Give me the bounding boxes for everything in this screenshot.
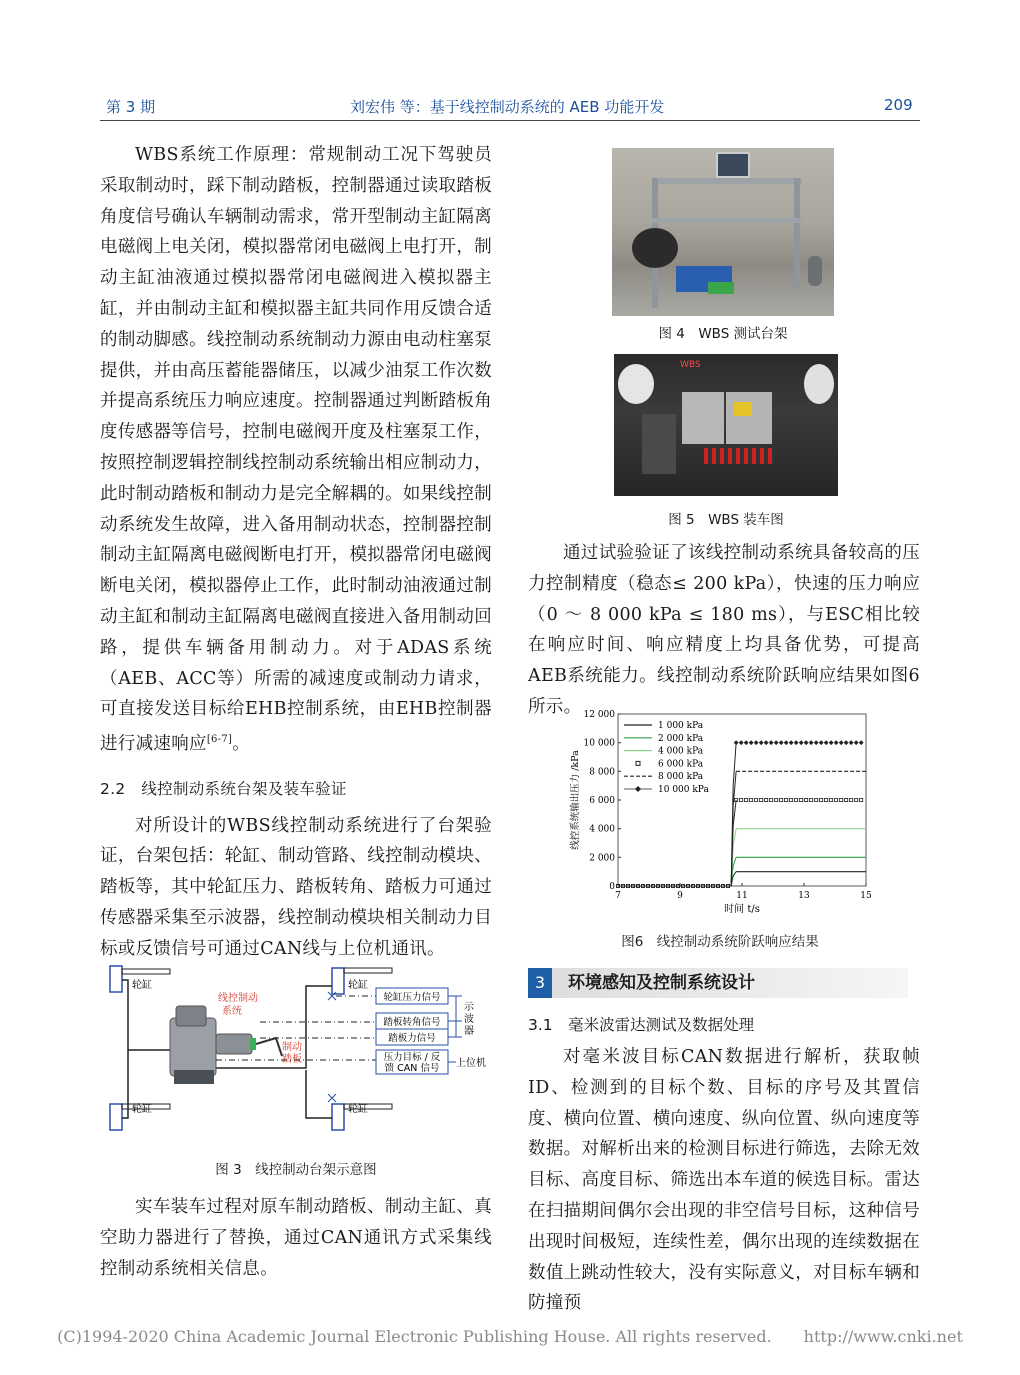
series-marker bbox=[834, 740, 839, 745]
legend-label: 10 000 kPa bbox=[658, 785, 709, 795]
x-tick-label: 11 bbox=[736, 891, 748, 901]
figure-4-photo bbox=[612, 148, 834, 316]
module-label-line2: 系统 bbox=[222, 1006, 242, 1017]
series-marker bbox=[820, 798, 823, 801]
series-marker bbox=[784, 740, 789, 745]
figure-4-caption: 图 4 WBS 测试台架 bbox=[658, 326, 788, 342]
series-marker bbox=[835, 798, 838, 801]
left-column-bottom bbox=[100, 1192, 492, 1284]
series-marker bbox=[850, 798, 853, 801]
series-6000 bbox=[616, 798, 862, 887]
paragraph-radar-processing: 对毫米波目标CAN数据进行解析，获取帧ID、检测到的目标个数、目标的序号及其置信度、横向位置、横向速度、纵向位置、纵向速度等数据。对解析出来的检测目标进行筛选，去除无效目标、高度目标、筛选出本车道的候选目标。雷达在扫描期间偶尔会出现的非空信号目标，这种信号出现时间极短，连续性差，偶尔出现的连续数据在数值上跳动性较大，没有实际意义，对目标车辆和防撞预 bbox=[528, 1047, 920, 1314]
series-marker bbox=[774, 740, 779, 745]
chart-axes bbox=[584, 710, 872, 901]
oscilloscope bbox=[716, 152, 750, 178]
wheel-label-rl: 轮缸 bbox=[132, 1104, 152, 1115]
series-marker bbox=[830, 798, 833, 801]
series-marker bbox=[859, 740, 864, 745]
series-marker bbox=[825, 798, 828, 801]
series-marker bbox=[814, 740, 819, 745]
signal-box-3-label: 踏板力信号 bbox=[388, 1033, 436, 1044]
test-bench-frame bbox=[652, 178, 802, 184]
signal-box-4-label-line1: 压力目标 / 反 bbox=[383, 1052, 441, 1063]
legend-swatch bbox=[635, 786, 641, 792]
series-marker bbox=[739, 740, 744, 745]
y-tick-label: 2 000 bbox=[589, 853, 615, 864]
x-tick-label: 15 bbox=[860, 891, 872, 901]
host-label: 上位机 bbox=[456, 1058, 486, 1069]
figure-5-photo bbox=[614, 354, 838, 496]
figure-6-caption: 图6 线控制动系统阶跃响应结果 bbox=[621, 934, 819, 950]
series-marker bbox=[759, 740, 764, 745]
series-marker bbox=[849, 740, 854, 745]
y-tick-label: 10 000 bbox=[583, 738, 615, 749]
series-marker bbox=[770, 798, 773, 801]
series-marker bbox=[755, 798, 758, 801]
series-marker bbox=[744, 740, 749, 745]
series-marker bbox=[860, 798, 863, 801]
brake-disc bbox=[632, 228, 678, 268]
y-tick-label: 4 000 bbox=[589, 824, 615, 835]
section-3-title: 环境感知及控制系统设计 bbox=[568, 973, 755, 993]
series-marker bbox=[790, 798, 793, 801]
section-3-1-heading: 3.1 毫米波雷达测试及数据处理 bbox=[528, 1016, 755, 1034]
series-marker bbox=[815, 798, 818, 801]
warning-label bbox=[734, 402, 752, 416]
series-marker bbox=[824, 740, 829, 745]
paragraph-test-results: 通过试验验证了该线控制动系统具备较高的压力控制精度（稳态≤ 200 kPa），快速的压力响应（0 ～ 8 000 kPa ≤ 180 ms），与ESC相比较在响应时间、响应精度上均具备优势，可提高AEB系统能力。线控制动系统阶跃响应结果如图6所示。 bbox=[528, 543, 920, 717]
legend-label: 4 000 kPa bbox=[658, 746, 704, 757]
paragraph-bench-test: 对所设计的WBS线控制动系统进行了台架验证，台架包括：轮缸、制动管路、线控制动模块、踏板等，其中轮缸压力、踏板转角、踏板力可通过传感器采集至示波器，线控制动模块相关制动力目标或反馈信号可通过CAN线与上位机通讯。 bbox=[100, 815, 492, 959]
x-tick-label: 7 bbox=[615, 891, 621, 901]
brake-line-left bbox=[122, 980, 170, 1118]
series-marker bbox=[840, 798, 843, 801]
series-marker bbox=[785, 798, 788, 801]
reservoir-left bbox=[618, 364, 654, 404]
chart-series bbox=[616, 740, 866, 887]
series-marker bbox=[740, 798, 743, 801]
pedal-label-line1: 制动 bbox=[282, 1042, 302, 1053]
series-marker bbox=[754, 740, 759, 745]
legend-label: 6 000 kPa bbox=[658, 759, 704, 770]
series-marker bbox=[855, 798, 858, 801]
series-marker bbox=[764, 740, 769, 745]
series-marker bbox=[845, 798, 848, 801]
scope-label-line3: 器 bbox=[464, 1026, 474, 1037]
pedal-label-line2: 踏板 bbox=[282, 1054, 302, 1065]
pedal-shape bbox=[256, 1038, 282, 1056]
brake-module bbox=[170, 1006, 256, 1084]
section-3-number: 3 bbox=[528, 968, 552, 998]
legend-label: 8 000 kPa bbox=[658, 772, 704, 783]
reservoir-right bbox=[804, 364, 834, 404]
chart-x-label: 时间 t/s bbox=[724, 904, 760, 915]
series-marker bbox=[804, 740, 809, 745]
series-marker bbox=[809, 740, 814, 745]
x-tick-label: 9 bbox=[677, 891, 683, 901]
series-marker bbox=[819, 740, 824, 745]
wheel-label-rr: 轮缸 bbox=[348, 1104, 368, 1115]
series-marker bbox=[760, 798, 763, 801]
section-3-bar bbox=[528, 968, 908, 998]
legend-label: 1 000 kPa bbox=[658, 721, 704, 731]
series-marker bbox=[780, 798, 783, 801]
plot-frame bbox=[618, 714, 866, 886]
scope-connector bbox=[448, 996, 462, 1037]
y-tick-label: 12 000 bbox=[583, 710, 615, 720]
y-tick-label: 6 000 bbox=[589, 796, 615, 806]
series-marker bbox=[750, 798, 753, 801]
figure-3-diagram bbox=[100, 958, 492, 1144]
right-column-bottom bbox=[528, 1042, 920, 1319]
y-tick-label: 8 000 bbox=[589, 767, 615, 778]
photo-tag-wbs: WBS bbox=[680, 360, 701, 370]
series-10000 bbox=[616, 740, 863, 887]
paragraph-wbs-principle: WBS系统工作原理：常规制动工况下驾驶员采取制动时，踩下制动踏板，控制器通过读取踏板角度信号确认车辆制动需求，常开型制动主缸隔离电磁阀上电关闭，模拟器常闭电磁阀上电打开，制动主缸油液通过模拟器常闭电磁阀进入模拟器主缸，并由制动主缸和模拟器主缸共同作用反馈合适的制动脚感。线控制动系统制动力源由电动柱塞泵提供，并由高压蓄能器储压，以减少油泵工作次数并提高系统压力响应速度。控制器通过判断踏板角度传感器等信号，控制电磁阀开度及柱塞泵工作，按照控制逻辑控制线控制动系统输出相应制动力，此时制动踏板和制动力是完全解耦的。如果线控制动系统发生故障，进入备用制动状态，控制器控制制动主缸隔离电磁阀断电打开，模拟器常闭电磁阀断电关闭，模拟器停止工作，此时制动油液通过制动主缸和制动主缸隔离电磁阀直接进入备用制动回路，提供车辆备用制动力。对于ADAS系统（AEB、ACC等）所需的减速度或制动力请求，可直接发送目标给EHB控制系统，由EHB控制器进行减速响应[6-7]。 bbox=[100, 145, 492, 754]
page-number: 209 bbox=[884, 96, 913, 114]
signal-box-1-label: 轮缸压力信号 bbox=[383, 992, 441, 1003]
x-tick-label: 13 bbox=[798, 891, 810, 901]
wiring-harness bbox=[704, 448, 774, 464]
figure-6-chart bbox=[560, 700, 880, 922]
series-marker bbox=[839, 740, 844, 745]
series-marker bbox=[844, 740, 849, 745]
series-marker bbox=[765, 798, 768, 801]
series-marker bbox=[800, 798, 803, 801]
section-2-2-heading: 2.2 线控制动系统台架及装车验证 bbox=[100, 779, 347, 798]
issue-number: 第 3 期 bbox=[106, 98, 156, 116]
series-marker bbox=[810, 798, 813, 801]
series-marker bbox=[854, 740, 859, 745]
series-marker bbox=[794, 740, 799, 745]
scope-label-line2: 波 bbox=[464, 1014, 474, 1025]
paragraph-vehicle-install: 实车装车过程对原车制动踏板、制动主缸、真空助力器进行了替换，通过CAN通讯方式采集线控制动系统相关信息。 bbox=[100, 1197, 492, 1279]
module-label-line1: 线控制动 bbox=[218, 993, 258, 1004]
chart-y-label: 线控系统输出压力 /kPa bbox=[570, 750, 581, 850]
series-marker bbox=[775, 798, 778, 801]
wbs-controller bbox=[682, 392, 724, 444]
right-column-top bbox=[528, 538, 920, 723]
y-tick-label: 0 bbox=[609, 882, 615, 892]
citation: [6-7] bbox=[206, 734, 233, 746]
chart-legend bbox=[624, 721, 709, 795]
legend-swatch bbox=[636, 761, 640, 765]
wheel-label-fl: 轮缸 bbox=[132, 980, 152, 991]
wheel-label-fr: 轮缸 bbox=[348, 980, 368, 991]
left-column bbox=[100, 140, 492, 965]
header-rule bbox=[100, 120, 920, 121]
series-marker bbox=[745, 798, 748, 801]
figure-5-caption: 图 5 WBS 装车图 bbox=[668, 512, 784, 528]
series-marker bbox=[805, 798, 808, 801]
scope-label-line1: 示 bbox=[464, 1002, 474, 1013]
copyright-footer: (C)1994-2020 China Academic Journal Electronic Publishing House. All rights reserved. http://www.cnki.net bbox=[57, 1327, 963, 1346]
series-marker bbox=[734, 740, 739, 745]
legend-label: 2 000 kPa bbox=[658, 733, 704, 744]
series-marker bbox=[795, 798, 798, 801]
running-title: 刘宏伟 等：基于线控制动系统的 AEB 功能开发 bbox=[350, 98, 665, 116]
series-marker bbox=[779, 740, 784, 745]
series-marker bbox=[789, 740, 794, 745]
series-marker bbox=[799, 740, 804, 745]
series-marker bbox=[749, 740, 754, 745]
signal-box-4-label-line2: 馈 CAN 信号 bbox=[384, 1063, 440, 1074]
figure-3-caption: 图 3 线控制动台架示意图 bbox=[215, 1162, 377, 1178]
series-marker bbox=[829, 740, 834, 745]
series-marker bbox=[769, 740, 774, 745]
signal-box-2-label: 踏板转角信号 bbox=[383, 1017, 441, 1028]
